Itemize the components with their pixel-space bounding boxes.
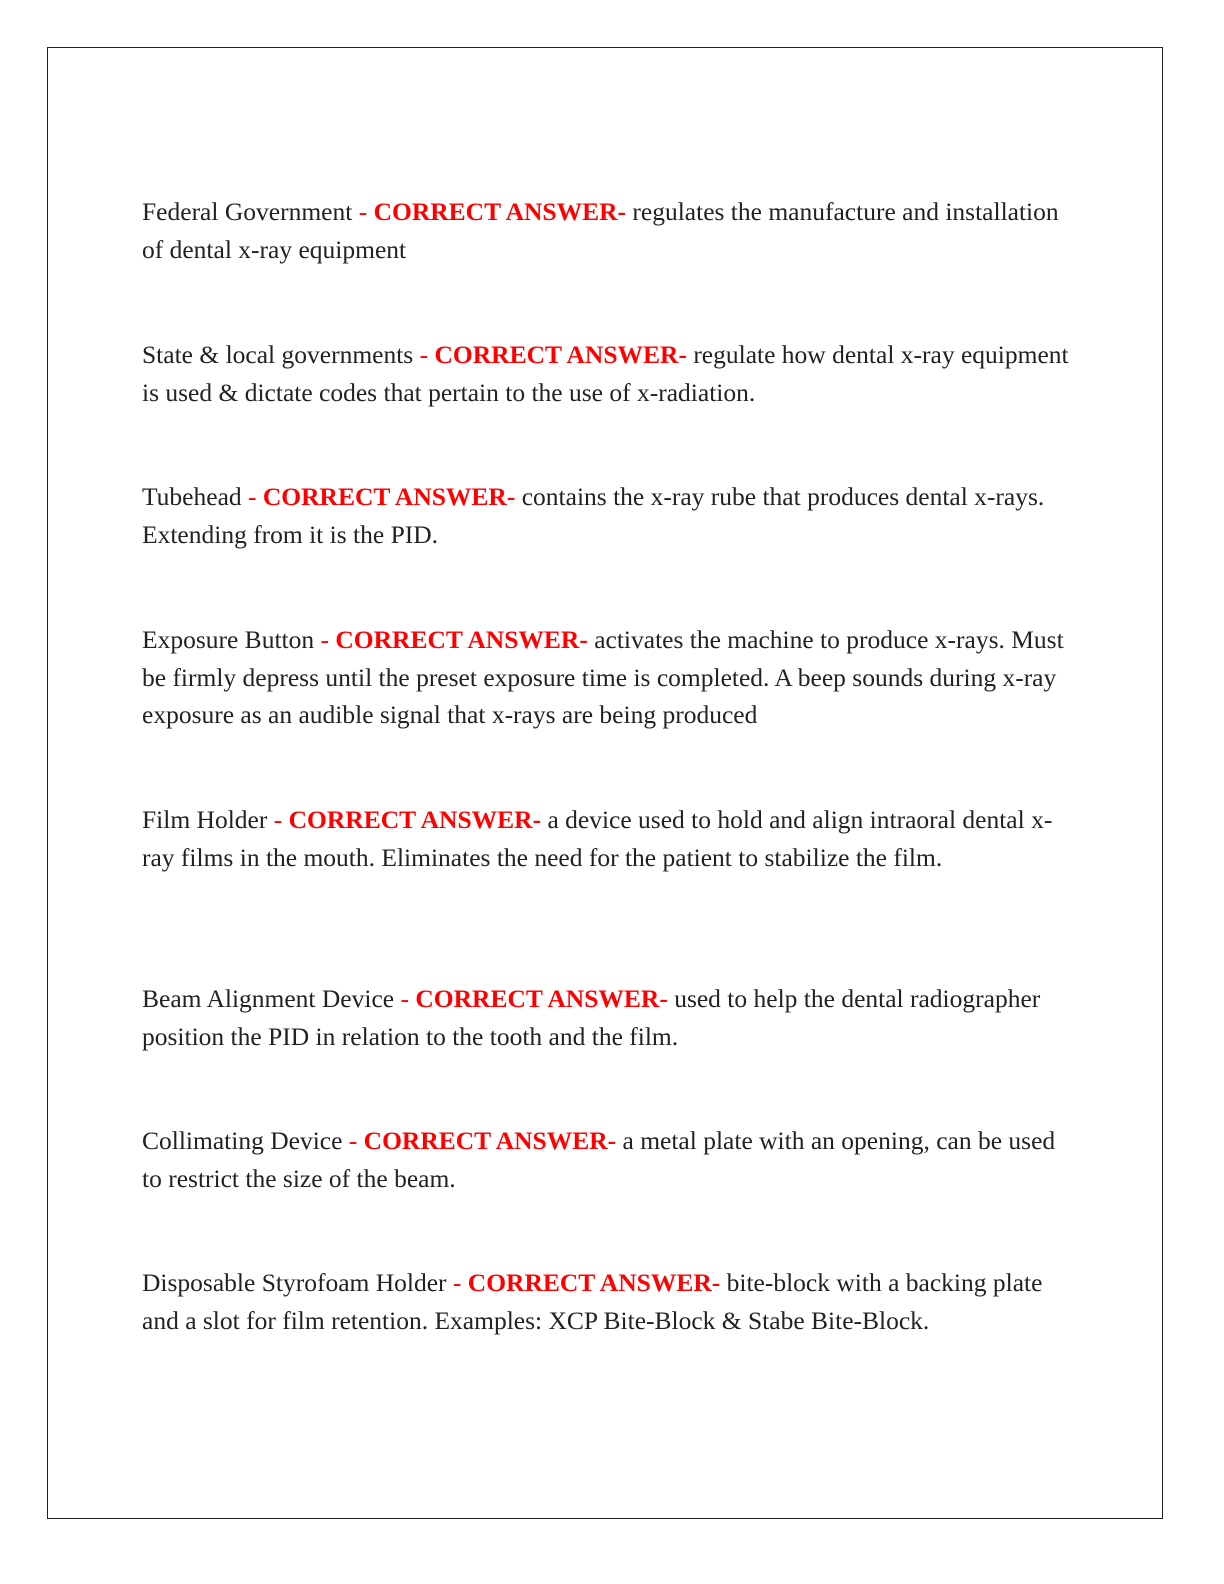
entry-definition: bite-block with a backing plate and a slot for film retention. Examples: XCP Bite-Block & Stabe Bite-Block. bbox=[142, 1268, 1043, 1335]
entry-definition: used to help the dental radiographer position the PID in relation to the tooth and the film. bbox=[142, 984, 1041, 1051]
entry-term: Film Holder bbox=[142, 805, 268, 834]
answer-separator: - CORRECT ANSWER- bbox=[248, 482, 516, 511]
answer-separator: - CORRECT ANSWER- bbox=[320, 625, 588, 654]
entry-definition: regulate how dental x-ray equipment is used & dictate codes that pertain to the use of x-radiation. bbox=[142, 340, 1069, 407]
entry-beam-alignment-device bbox=[142, 980, 1072, 1055]
entry-state-local-governments bbox=[142, 336, 1072, 411]
entry-term: State & local governments bbox=[142, 340, 414, 369]
answer-separator: - CORRECT ANSWER- bbox=[419, 340, 687, 369]
entry-collimating-device bbox=[142, 1122, 1072, 1197]
entry-definition: a device used to hold and align intraoral dental x-ray films in the mouth. Eliminates the need for the patient to stabilize the film. bbox=[142, 805, 1053, 872]
entry-term: Tubehead bbox=[142, 482, 242, 511]
entry-term: Collimating Device bbox=[142, 1126, 343, 1155]
entry-definition: contains the x-ray rube that produces dental x-rays. Extending from it is the PID. bbox=[142, 482, 1045, 549]
entry-definition: regulates the manufacture and installation of dental x-ray equipment bbox=[142, 197, 1059, 264]
entry-term: Beam Alignment Device bbox=[142, 984, 395, 1013]
entry-term: Exposure Button bbox=[142, 625, 315, 654]
answer-separator: - CORRECT ANSWER- bbox=[358, 197, 627, 226]
answer-separator: - CORRECT ANSWER- bbox=[452, 1268, 721, 1297]
answer-separator: - CORRECT ANSWER- bbox=[348, 1126, 617, 1155]
entry-definition: a metal plate with an opening, can be used to restrict the size of the beam. bbox=[142, 1126, 1056, 1193]
entry-term: Federal Government bbox=[142, 197, 353, 226]
entry-term: Disposable Styrofoam Holder bbox=[142, 1268, 447, 1297]
entry-definition: activates the machine to produce x-rays. Must be firmly depress until the preset exposure time is completed. A beep sounds during x-ray exposure as an audible signal that x-rays are being produced bbox=[142, 625, 1064, 729]
entry-federal-government bbox=[142, 193, 1072, 268]
entry-film-holder bbox=[142, 801, 1072, 876]
answer-separator: - CORRECT ANSWER- bbox=[273, 805, 542, 834]
entry-exposure-button bbox=[142, 621, 1072, 734]
answer-separator: - CORRECT ANSWER- bbox=[400, 984, 668, 1013]
entry-disposable-styrofoam-holder bbox=[142, 1264, 1072, 1339]
entry-tubehead bbox=[142, 478, 1072, 553]
